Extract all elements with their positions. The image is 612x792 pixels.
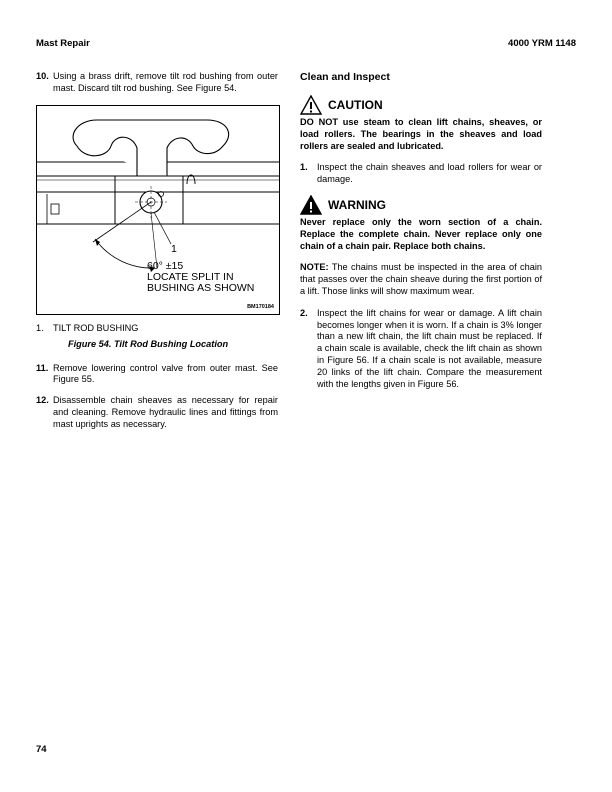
caution-text: DO NOT use steam to clean lift chains, sheaves, or load rollers. The bearings in the sheaves and load rollers are sealed and lubricated. — [300, 117, 542, 151]
step-12 — [36, 395, 278, 430]
step-number: 11. — [36, 362, 49, 373]
step-10 — [36, 71, 278, 95]
callout-number: 1 — [171, 242, 177, 255]
step-11 — [36, 363, 278, 387]
section-title: Clean and Inspect — [300, 71, 390, 83]
step-text: Using a brass drift, remove tilt rod bushing from outer mast. Discard tilt rod bushing. See Figure 54. — [53, 71, 278, 93]
step-number: 1. — [300, 162, 308, 173]
header-section-title: Mast Repair — [36, 38, 90, 49]
bushing-split-note — [147, 272, 272, 294]
note-label: NOTE: — [300, 262, 329, 273]
note-line-1: LOCATE SPLIT IN — [147, 270, 234, 283]
legend-number: 1. — [36, 322, 44, 333]
step-text: Inspect the lift chains for wear or damage. A lift chain becomes longer when it is worn. If a chain is 3% longer than a new lift chain, the lift chain must be replaced. If a chain scale is available, check the lift chain as shown in Figure 56. If a chain scale is not available, measure 20 links of the lift chain. Compare the measurement with the lengths given in Figure 56. — [317, 307, 542, 389]
right-column — [300, 71, 542, 399]
angle-label: 60° ±15 — [147, 259, 184, 272]
step-number: 12. — [36, 395, 49, 406]
note-line-2: BUSHING AS SHOWN — [147, 281, 255, 294]
note-text: The chains must be inspected in the area of chain that passes over the chain sheave during the first portion of a lift. Those links will show maximum wear. — [300, 262, 542, 296]
warning-triangle-icon — [300, 195, 322, 215]
left-column — [36, 71, 278, 440]
inspect-step-1 — [300, 162, 542, 186]
warning-header — [300, 195, 542, 215]
figure-legend — [36, 323, 278, 333]
legend-text: TILT ROD BUSHING — [53, 322, 139, 333]
step-text: Remove lowering control valve from outer mast. See Figure 55. — [53, 362, 278, 385]
figure-caption: Figure 54. Tilt Rod Bushing Location — [68, 338, 229, 349]
caution-triangle-icon — [300, 95, 322, 115]
header-document-number: 4000 YRM 1148 — [508, 38, 576, 49]
caution-header — [300, 95, 542, 115]
step-number: 10. — [36, 71, 49, 81]
warning-title: WARNING — [328, 197, 386, 212]
step-number: 2. — [300, 307, 308, 318]
inspect-step-2 — [300, 308, 542, 391]
warning-text: Never replace only the worn section of a chain. Replace the complete chain. Never replace only one chain of a chain pair. Replace both chains. — [300, 216, 542, 251]
step-text: Inspect the chain sheaves and load rollers for wear or damage. — [317, 162, 542, 185]
figure-code: BM170184 — [247, 303, 274, 310]
step-text: Disassemble chain sheaves as necessary for repair and cleaning. Remove hydraulic lines and fittings from mast uprights as necessary. — [53, 395, 278, 429]
figure-54-illustration — [36, 105, 280, 315]
caution-title: CAUTION — [328, 98, 383, 112]
page-number: 74 — [36, 744, 47, 755]
note-paragraph — [300, 262, 542, 297]
